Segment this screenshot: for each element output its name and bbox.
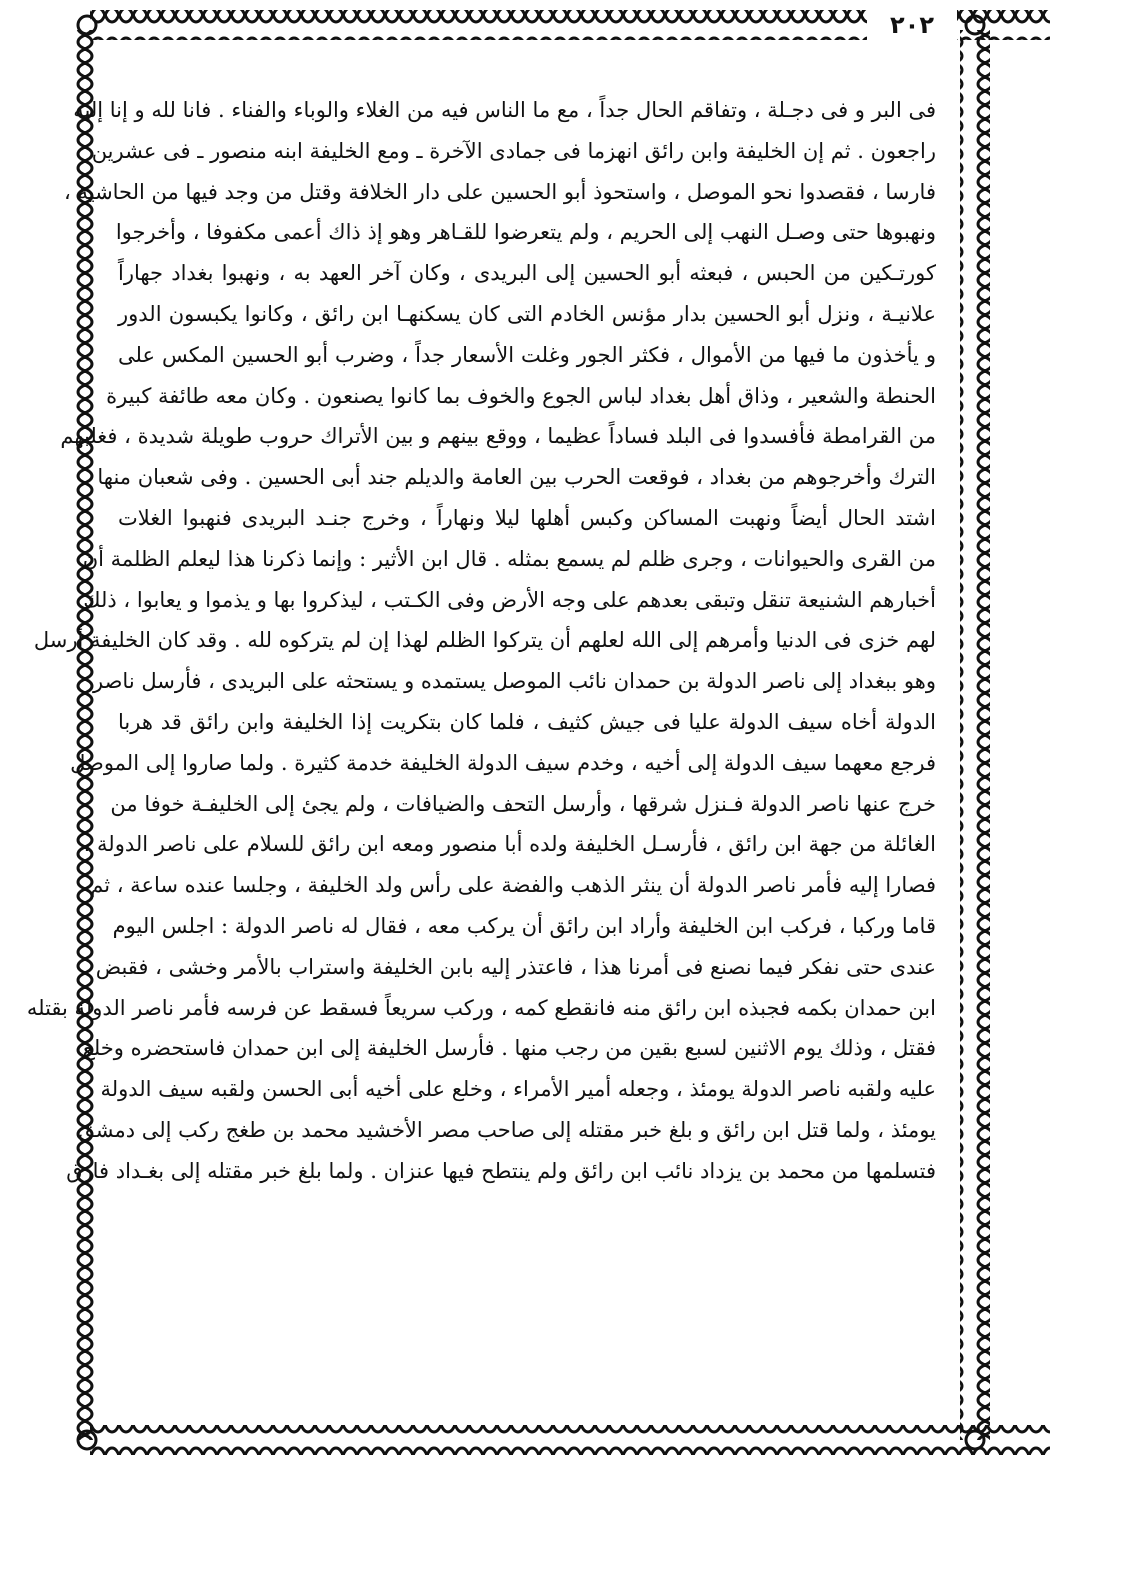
border-left [72, 30, 102, 1440]
text-line: ابن حمدان بكمه فجبذه ابن رائق منه فانقطع كمه ، وركب سريعاً فسقط عن فرسه فأمر ناصر الدولة بقتله [26, 995, 936, 1020]
text-line: راجعون . ثم إن الخليفة وابن رائق انهزما فى جمادى الآخرة ـ ومع الخليفة ابنه منصور ـ فى عشرين [91, 138, 936, 163]
text-line: الترك وأخرجوهم من بغداد ، فوقعت الحرب بين العامة والديلم جند أبى الحسين . وفى شعبان منها [97, 465, 936, 490]
text-line: الغائلة من جهة ابن رائق ، فأرسـل الخليفة ولده أبا منصور ومعه ابن رائق للسلام على ناصر الدولة ، [83, 832, 936, 857]
text-line: من القرى والحيوانات ، وجرى ظلم لم يسمع بمثله . قال ابن الأثير : وإنما ذكرنا هذا ليعلم الظلمة أن [82, 546, 936, 571]
page-number: ٢٠٢ [867, 8, 957, 42]
text-line: أخبارهم الشنيعة تنقل وتبقى بعدهم على وجه الأرض وفى الكـتب ، ليذكروا بها و يذموا و يعابوا ، ذلك [83, 587, 936, 612]
text-line: قاما وركبا ، فركب ابن الخليفة وأراد ابن رائق أن يركب معه ، فقال له ناصر الدولة : اجلس اليوم [112, 913, 936, 938]
text-line: و يأخذون ما فيها من الأموال ، فكثر الجور وغلت الأسعار جداً ، وضرب أبو الحسين المكس على [118, 342, 936, 367]
text-line: وهو ببغداد إلى ناصر الدولة بن حمدان نائب الموصل يستمده و يستحثه على البريدى ، فأرسل ناصر [93, 669, 936, 694]
border-bottom [90, 1425, 1050, 1455]
text-line: الحنطة والشعير ، وذاق أهل بغداد لباس الجوع والخوف بما كانوا يصنعون . وكان معه طائفة كبيرة [106, 383, 936, 408]
text-line: علانيـة ، ونزل أبو الحسين بدار مؤنس الخادم التى كان يسكنهـا ابن رائق ، وكانوا يكبسون الدور [118, 301, 936, 326]
text-line: فصارا إليه فأمر ناصر الدولة أن ينثر الذهب والفضة على رأس ولد الخليفة ، وجلسا عنده ساعة ، ثم [90, 873, 936, 898]
text-line: فارسا ، فقصدوا نحو الموصل ، واستحوذ أبو الحسين على دار الخلافة وقتل من وجد فيها من الحاشية ، [64, 179, 936, 204]
text-line: عندى حتى نفكر فيما نصنع فى أمرنا هذا ، فاعتذر إليه بابن الخليفة واستراب بالأمر وخشى ، فقبض [95, 954, 936, 979]
text-line: فى البر و فى دجـلة ، وتفاقم الحال جداً ، مع ما الناس فيه من الغلاء والوباء والفناء . فانا لله و إنا إليه [73, 98, 936, 122]
body-text [26, 90, 936, 1400]
text-line: كورتـكين من الحبس ، فبعثه أبو الحسين إلى البريدى ، وكان آخر العهد به ، ونهبوا بغداد جهاراً [118, 261, 936, 286]
border-right [960, 30, 990, 1440]
text-line: فرجع معهما سيف الدولة إلى أخيه ، وخدم سيف الدولة الخليفة خدمة كثيرة . ولما صاروا إلى الموصل [70, 750, 936, 775]
text-line: فقتل ، وذلك يوم الاثنين لسبع بقين من رجب منها . فأرسل الخليفة إلى ابن حمدان فاستحضره وخلع [82, 1036, 936, 1061]
text-line: ونهبوها حتى وصـل النهب إلى الحريم ، ولم يتعرضوا للقـاهر وهو إذ ذاك أعمى مكفوفا ، وأخرجوا [115, 220, 936, 245]
text-line: من القرامطة فأفسدوا فى البلد فساداً عظيما ، ووقع بينهم و بين الأتراك حروب طويلة شديدة ، فغلبهم [60, 424, 936, 449]
text-line: عليه ولقبه ناصر الدولة يومئذ ، وجعله أمير الأمراء ، وخلع على أخيه أبى الحسن ولقبه سيف الدولة [100, 1077, 936, 1102]
text-line: فتسلمها من محمد بن يزداد نائب ابن رائق ولم ينتطح فيها عنزان . ولما بلغ خبر مقتله إلى بغـداد فارق [66, 1158, 936, 1183]
text-line: خرج عنها ناصر الدولة فـنزل شرقها ، وأرسل التحف والضيافات ، ولم يجئ إلى الخليفـة خوفا من [110, 791, 936, 816]
text-line: اشتد الحال أيضاً ونهبت المساكن وكبس أهلها ليلا ونهاراً ، وخرج جنـد البريدى فنهبوا الغلات [118, 505, 936, 530]
text-line: الدولة أخاه سيف الدولة عليا فى جيش كثيف ، فلما كان بتكريت إذا الخليفة وابن رائق قد هربا [118, 709, 936, 734]
text-line: يومئذ ، ولما قتل ابن رائق و بلغ خبر مقتله إلى صاحب مصر الأخشيد محمد بن طغج ركب إلى دمشق [78, 1117, 936, 1142]
text-line: لهم خزى فى الدنيا وأمرهم إلى الله لعلهم أن يتركوا الظلم لهذا إن لم يتركوه لله . وقد كان الخليفة أرسل [33, 628, 936, 653]
